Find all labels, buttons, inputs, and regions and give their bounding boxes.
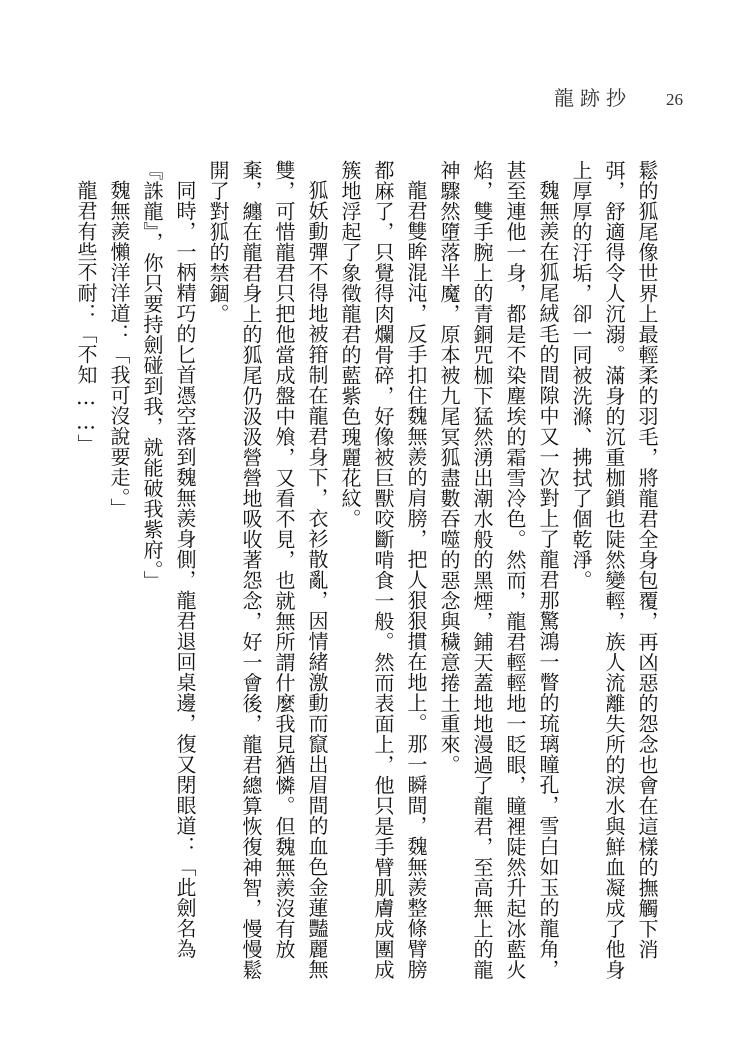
paragraph-4: 狐妖動彈不得地被箝制在龍君身下，衣衫散亂，因情緒激動而竄出眉間的血色金蓮豔麗無雙，可惜龍君只把他當成盤中飧，又看不見，也就無所謂什麼我見猶憐。但魏無羨沒有放棄，纏在龍君身上的狐尾仍汲汲營營地吸收著怨念，好一會後，龍君總算恢復神智，慢慢鬆開了對狐的禁錮。 — [206, 160, 329, 980]
paragraph-2: 魏無羨在狐尾絨毛的間隙中又一次對上了龍君那驚鴻一瞥的琉璃瞳孔，雪白如玉的龍角，甚至連他一身，都是不染塵埃的霜雪冷色。然而，龍君輕輕地一眨眼，瞳裡陡然升起冰藍火焰，雙手腕上的青銅咒枷下猛然湧出潮水般的黑煙，鋪天蓋地地漫過了龍君，至高無上的龍神驟然墮落半魔，原本被九尾冥狐盡數吞噬的惡念與穢意捲土重來。 — [437, 160, 560, 980]
paragraph-7: 龍君有些不耐：「不知……」 — [74, 180, 98, 455]
paragraph-3: 龍君雙眸混沌，反手扣住魏無羨的肩膀，把人狠狠摜在地上。那一瞬間，魏無羨整條臂膀都麻了，只覺得肉爛骨碎，好像被巨獸咬斷啃食一般。然而表面上，他只是手臂肌膚成團成簇地浮起了象徵龍君的藍紫色瑰麗花紋。 — [338, 160, 428, 980]
paragraph-1: 鬆的狐尾像世界上最輕柔的羽毛，將龍君全身包覆，再凶惡的怨念也會在這樣的撫觸下消弭，舒適得令人沉溺。滿身的沉重枷鎖也陡然變輕，族人流離失所的淚水與鮮血凝成了他身上厚厚的汙垢，卻一同被洗滌、拂拭了個乾淨。 — [569, 160, 659, 980]
paragraph-5: 同時，一柄精巧的匕首憑空落到魏無羨身側，龍君退回桌邊，復又閉眼道：「此劍名為『誅龍』，你只要持劍碰到我，就能破我紫府。」 — [140, 160, 197, 959]
page-header — [554, 82, 683, 111]
book-title: 龍跡抄 — [554, 86, 632, 110]
paragraph-6: 魏無羨懶洋洋道：「我可沒說要走。」 — [107, 180, 131, 519]
page-number: 26 — [666, 90, 683, 109]
body-text — [63, 160, 663, 980]
